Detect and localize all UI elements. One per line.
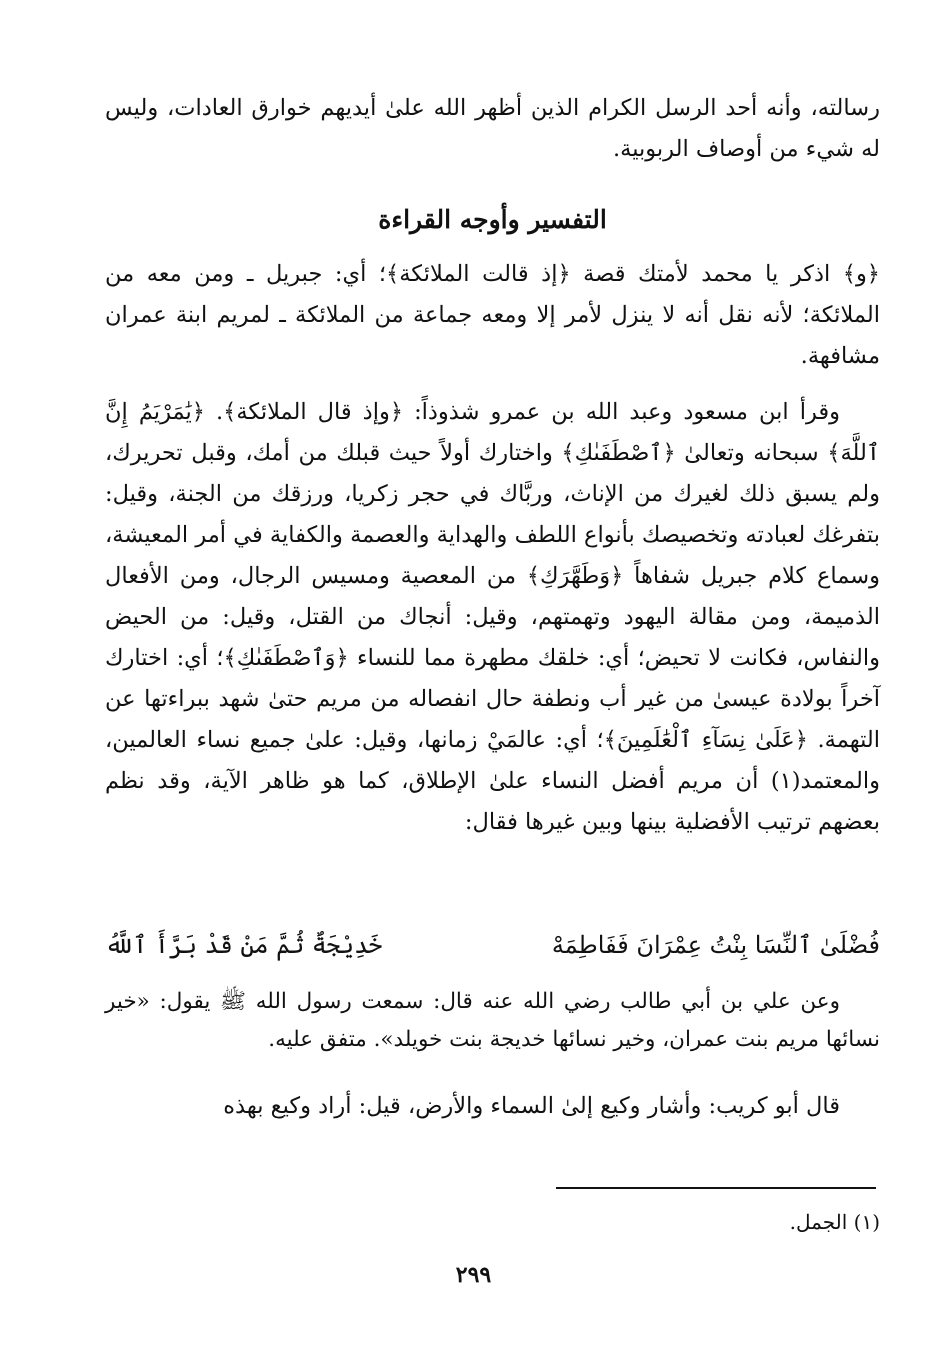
section-heading: التفسير وأوجه القراءة	[378, 205, 607, 234]
footnote: (١) الجمل.	[789, 1210, 880, 1234]
poetry-verse	[105, 923, 880, 967]
tafsir-paragraph: ﴿و﴾ اذكر يا محمد لأمتك قصة ﴿إذ قالت الملائكة﴾؛ أي: جبريل ـ ومن معه من الملائكة؛ لأنه نقل أنه لا ينزل لأمر إلا ومعه جماعة من الملائكة ـ لمريم ابنة عمران مشافهة.	[105, 261, 880, 369]
page-number: ٢٩٩	[455, 1262, 492, 1288]
closing-paragraph: قال أبو كريب: وأشار وكيع إلىٰ السماء والأرض، قيل: أراد وكيع بهذه	[223, 1093, 840, 1119]
qiraa-paragraph: وقرأ ابن مسعود وعبد الله بن عمرو شذوذاً: ﴿وإذ قال الملائكة﴾. ﴿يَٰمَرْيَمُ إِنَّ ٱللَّهَ﴾ سبحانه وتعالىٰ ﴿ٱصْطَفَىٰكِ﴾ واختارك أولاً حيث قبلك من أمك، وقبل تحريرك، ولم يسبق ذلك لغيرك من الإناث، وربَّاك في حجر زكريا، ورزقك من الجنة، وقيل: بتفرغك لعبادته وتخصيصك بأنواع اللطف والهداية والعصمة والكفاية في أمر المعيشة، وسماع كلام جبريل شفاهاً ﴿وَطَهَّرَكِ﴾ من المعصية ومسيس الرجال، ومن الأفعال الذميمة، ومن مقالة اليهود وتهمتهم، وقيل: أنجاك من القتل، وقيل: من الحيض والنفاس، فكانت لا تحيض؛ أي: خلقك مطهرة مما للنساء ﴿وَٱصْطَفَىٰكِ﴾؛ أي: اختارك آخراً بولادة عيسىٰ من غير أب ونطفة حال انفصاله من مريم حتىٰ شهد ببراءتها عن التهمة. ﴿عَلَىٰ نِسَآءِ ٱلْعَٰلَمِينَ﴾؛ أي: عالمَيْ زمانها، وقيل: علىٰ جميع نساء العالمين، والمعتمد(١) أن مريم أفضل النساء علىٰ الإطلاق، كما هو ظاهر الآية، وقد نظم بعضهم ترتيب الأفضلية بينها وبين غيرها فقال:	[105, 399, 880, 835]
footnote-divider	[556, 1187, 876, 1189]
intro-paragraph: رسالته، وأنه أحد الرسل الكرام الذين أظهر الله علىٰ أيديهم خوارق العادات، وليس له شيء من أوصاف الربوبية.	[105, 95, 880, 162]
hadith-paragraph: وعن علي بن أبي طالب رضي الله عنه قال: سمعت رسول الله ﷺ يقول: «خير نسائها مريم بنت عمران، وخير نسائها خديجة بنت خويلد». متفق عليه.	[105, 989, 880, 1052]
verse-right-hemistich: فُضْلَىٰ ٱلنِّسَا بِنْتُ عِمْرَانَ فَفَاطِمَهْ	[551, 931, 880, 959]
verse-left-hemistich: خَدِيْجَةٌ ثُمَّ مَنْ قَدْ بَرَّأَ ٱللَّهُ	[105, 931, 383, 959]
